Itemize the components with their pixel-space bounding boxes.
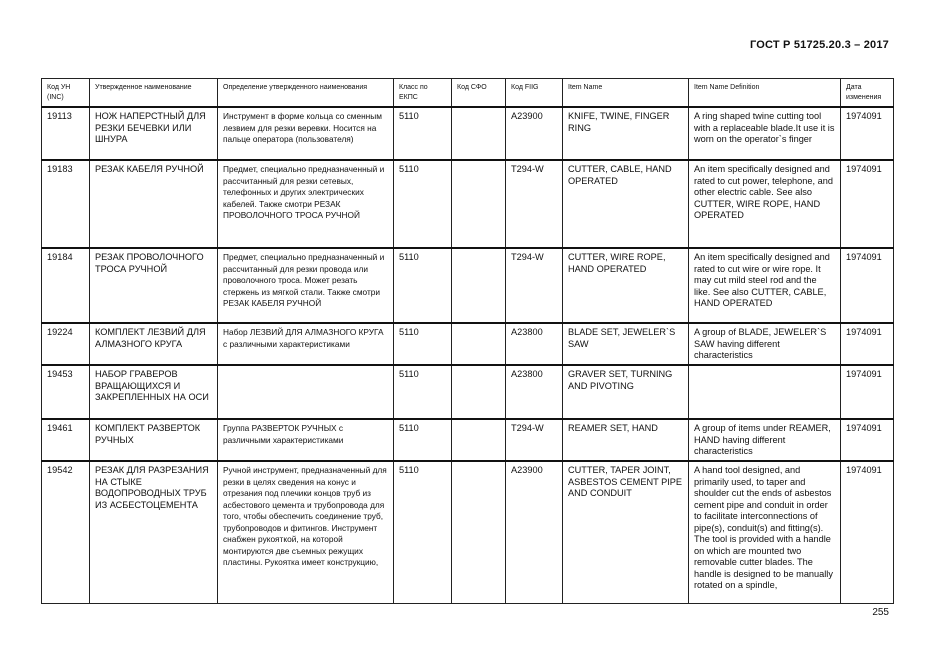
cell-name-ru: РЕЗАК ПРОВОЛОЧНОГО ТРОСА РУЧНОЙ	[90, 248, 218, 323]
cell-code: 19542	[42, 461, 90, 603]
cell-sfo	[452, 323, 506, 365]
cell-name-ru: РЕЗАК КАБЕЛЯ РУЧНОЙ	[90, 160, 218, 248]
cell-class: 5110	[394, 323, 452, 365]
cell-fiig: T294-W	[506, 419, 563, 461]
cell-definition-ru: Предмет, специально предназначенный и рассчитанный для резки сетевых, телефонных и других электрических кабелей. Также смотри РЕЗАК ПРОВОЛОЧНОГО ТРОСА РУЧНОЙ	[218, 160, 394, 248]
cell-item-name: REAMER SET, HAND	[563, 419, 689, 461]
cell-code: 19183	[42, 160, 90, 248]
cell-definition-ru: Предмет, специально предназначенный и рассчитанный для резки провода или проволочного троса. Может резать стержень из мягкой стали. Также смотри РЕЗАК КАБЕЛЯ РУЧНОЙ	[218, 248, 394, 323]
header-item-definition: Item Name Definition	[689, 79, 841, 108]
table-row	[42, 419, 894, 461]
header-sfo: Код СФО	[452, 79, 506, 108]
cell-name-ru: НАБОР ГРАВЕРОВ ВРАЩАЮЩИХСЯ И ЗАКРЕПЛЕННЫХ НА ОСИ	[90, 365, 218, 419]
cell-fiig: T294-W	[506, 248, 563, 323]
cell-item-definition: A ring shaped twine cutting tool with a replaceable blade.It use it is worn on the operator`s finger	[689, 107, 841, 160]
cell-class: 5110	[394, 107, 452, 160]
cell-name-ru: КОМПЛЕКТ РАЗВЕРТОК РУЧНЫХ	[90, 419, 218, 461]
cell-item-definition: An item specifically designed and rated to cut power, telephone, and other electric cable. See also CUTTER, WIRE ROPE, HAND OPERATED	[689, 160, 841, 248]
table-row	[42, 323, 894, 365]
cell-code: 19453	[42, 365, 90, 419]
cell-item-name: KNIFE, TWINE, FINGER RING	[563, 107, 689, 160]
table-row	[42, 461, 894, 603]
cell-item-definition: A group of BLADE, JEWELER`S SAW having different characteristics	[689, 323, 841, 365]
table-row	[42, 160, 894, 248]
cell-fiig: A23800	[506, 365, 563, 419]
cell-definition-ru: Группа РАЗВЕРТОК РУЧНЫХ с различными характеристиками	[218, 419, 394, 461]
cell-name-ru: КОМПЛЕКТ ЛЕЗВИЙ ДЛЯ АЛМАЗНОГО КРУГА	[90, 323, 218, 365]
cell-date: 1974091	[841, 248, 894, 323]
cell-fiig: A23900	[506, 461, 563, 603]
cell-sfo	[452, 107, 506, 160]
cell-fiig: T294-W	[506, 160, 563, 248]
cell-class: 5110	[394, 248, 452, 323]
cell-sfo	[452, 248, 506, 323]
cell-sfo	[452, 160, 506, 248]
table-row	[42, 248, 894, 323]
cell-item-name: CUTTER, WIRE ROPE, HAND OPERATED	[563, 248, 689, 323]
table-row	[42, 107, 894, 160]
cell-definition-ru: Набор ЛЕЗВИЙ ДЛЯ АЛМАЗНОГО КРУГА с различными характеристиками	[218, 323, 394, 365]
header-item-name: Item Name	[563, 79, 689, 108]
cell-definition-ru: Инструмент в форме кольца со сменным лезвием для резки веревки. Носится на пальце оператора (пользователя)	[218, 107, 394, 160]
cell-item-definition: A group of items under REAMER, HAND having different characteristics	[689, 419, 841, 461]
cell-class: 5110	[394, 419, 452, 461]
cell-code: 19224	[42, 323, 90, 365]
cell-sfo	[452, 419, 506, 461]
cell-class: 5110	[394, 461, 452, 603]
cell-class: 5110	[394, 160, 452, 248]
cell-fiig: A23800	[506, 323, 563, 365]
cell-class: 5110	[394, 365, 452, 419]
cell-date: 1974091	[841, 160, 894, 248]
cell-definition-ru: Ручной инструмент, предназначенный для резки в целях сведения на конус и отрезания под плечики концов труб из асбестового цемента и трубопровода для того, чтобы обеспечить соединение труб, трубопроводов и фитингов. Инструмент снабжен рукояткой, на которой монтируются две съемных режущих пластины. Рукоятка имеет конструкцию,	[218, 461, 394, 603]
cell-code: 19184	[42, 248, 90, 323]
table-row	[42, 365, 894, 419]
cell-sfo	[452, 461, 506, 603]
cell-name-ru: НОЖ НАПЕРСТНЫЙ ДЛЯ РЕЗКИ БЕЧЕВКИ ИЛИ ШНУРА	[90, 107, 218, 160]
cell-sfo	[452, 365, 506, 419]
header-definition-ru: Определение утвержденного наименования	[218, 79, 394, 108]
header-class: Класс по ЕКПС	[394, 79, 452, 108]
header-date: Дата изменения	[841, 79, 894, 108]
cell-item-name: CUTTER, CABLE, HAND OPERATED	[563, 160, 689, 248]
cell-date: 1974091	[841, 107, 894, 160]
header-name-ru: Утвержденное наименование	[90, 79, 218, 108]
page-number: 255	[872, 607, 889, 618]
cell-item-definition: A hand tool designed, and primarily used, to taper and shoulder cut the ends of asbestos cement pipe and conduit in order to facilitate interconnections of pipe(s), conduit(s) and fitting(s). The tool is provided with a handle on which are mounted two removable cutter blades. The handle is designed to be manually rotated on a spindle,	[689, 461, 841, 603]
table-header-row	[42, 79, 894, 108]
classification-table	[41, 78, 894, 604]
header-code: Код УН (INC)	[42, 79, 90, 108]
cell-item-name: GRAVER SET, TURNING AND PIVOTING	[563, 365, 689, 419]
cell-item-definition: An item specifically designed and rated to cut wire or wire rope. It may cut mild steel rod and the like. See also CUTTER, CABLE, HAND OPERATED	[689, 248, 841, 323]
cell-fiig: A23900	[506, 107, 563, 160]
document-title: ГОСТ Р 51725.20.3 – 2017	[749, 39, 889, 51]
cell-name-ru: РЕЗАК ДЛЯ РАЗРЕЗАНИЯ НА СТЫКЕ ВОДОПРОВОДНЫХ ТРУБ ИЗ АСБЕСТОЦЕМЕНТА	[90, 461, 218, 603]
cell-date: 1974091	[841, 323, 894, 365]
header-fiig: Код FIIG	[506, 79, 563, 108]
cell-item-name: CUTTER, TAPER JOINT, ASBESTOS CEMENT PIPE AND CONDUIT	[563, 461, 689, 603]
cell-date: 1974091	[841, 461, 894, 603]
cell-item-definition	[689, 365, 841, 419]
cell-date: 1974091	[841, 419, 894, 461]
cell-code: 19461	[42, 419, 90, 461]
cell-code: 19113	[42, 107, 90, 160]
cell-definition-ru	[218, 365, 394, 419]
cell-item-name: BLADE SET, JEWELER`S SAW	[563, 323, 689, 365]
cell-date: 1974091	[841, 365, 894, 419]
